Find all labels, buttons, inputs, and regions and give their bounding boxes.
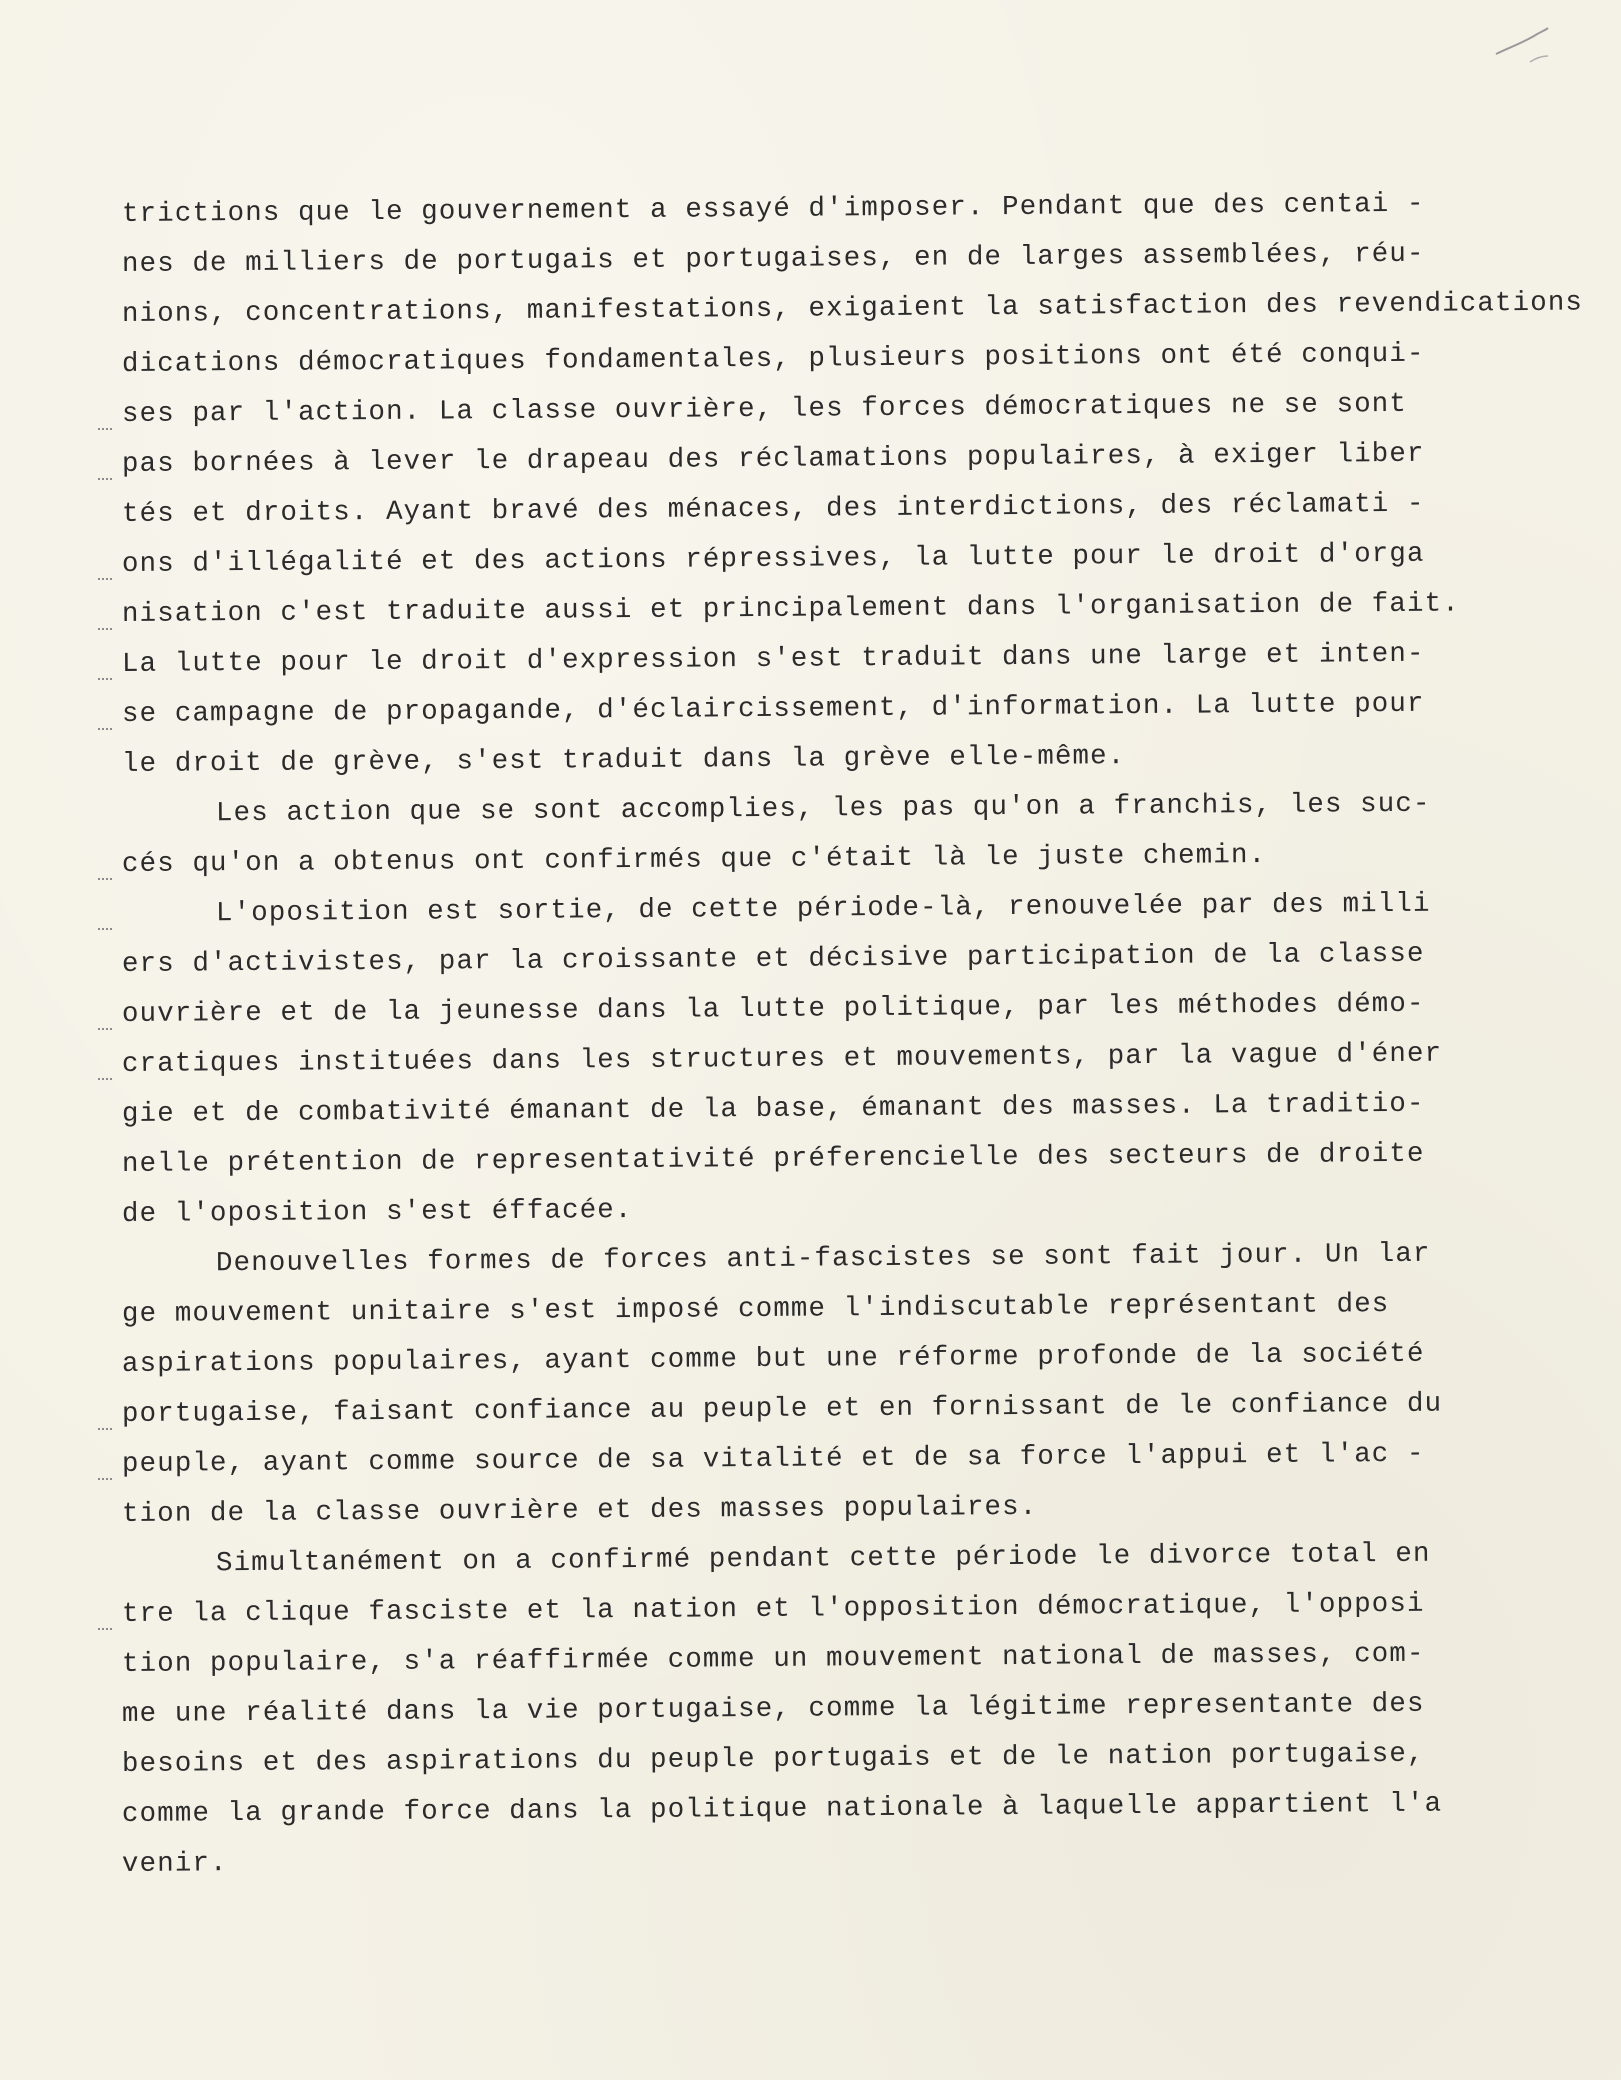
text-line: La lutte pour le droit d'expression s'est traduit dans une large et inten- (121, 638, 1425, 680)
body-text (121, 188, 1584, 1890)
text-line: ers d'activistes, par la croissante et décisive participation de la classe (121, 938, 1425, 980)
margin-mark (98, 1428, 112, 1434)
text-line: Simultanément on a confirmé pendant cette période le divorce total en (215, 1538, 1431, 1580)
margin-mark (98, 1078, 112, 1084)
margin-mark (98, 678, 112, 684)
margin-mark (98, 928, 112, 934)
paper-crease-mark (1490, 22, 1552, 72)
text-line: ge mouvement unitaire s'est imposé comme l'indiscutable représentant des (121, 1289, 1390, 1330)
margin-mark (98, 628, 112, 634)
margin-mark (98, 478, 112, 484)
text-line: Les action que se sont accomplies, les pas qu'on a franchis, les suc- (215, 788, 1431, 830)
text-line: portugaise, faisant confiance au peuple et en fornissant de le confiance du (121, 1388, 1443, 1430)
text-line: Denouvelles formes de forces anti-fascistes se sont fait jour. Un lar (215, 1238, 1431, 1280)
text-line: venir. (121, 1848, 228, 1880)
text-line: comme la grande force dans la politique nationale à laquelle appartient l'a (121, 1788, 1443, 1830)
margin-mark (98, 578, 112, 584)
text-line: peuple, ayant comme source de sa vitalité et de sa force l'appui et l'ac - (121, 1438, 1425, 1480)
text-line: tion populaire, s'a réaffirmée comme un mouvement national de masses, com- (121, 1638, 1425, 1680)
text-line: me une réalité dans la vie portugaise, comme la légitime representante des (121, 1688, 1425, 1730)
margin-mark (98, 878, 112, 884)
text-line: nisation c'est traduite aussi et principalement dans l'organisation de fait. (121, 588, 1460, 630)
text-line: cratiques instituées dans les structures et mouvements, par la vague d'éner (121, 1038, 1443, 1080)
text-line: nes de milliers de portugais et portugaises, en de larges assemblées, réu- (121, 238, 1425, 280)
text-line: gie et de combativité émanant de la base, émanant des masses. La traditio- (121, 1088, 1425, 1130)
text-line: cés qu'on a obtenus ont confirmés que c'était là le juste chemin. (121, 840, 1267, 880)
text-line: aspirations populaires, ayant comme but une réforme profonde de la société (121, 1338, 1425, 1380)
margin-mark (98, 1028, 112, 1034)
margin-mark (98, 1628, 112, 1634)
text-line: ses par l'action. La classe ouvrière, les forces démocratiques ne se sont (121, 388, 1408, 430)
margin-mark (98, 1478, 112, 1484)
text-line: tés et droits. Ayant bravé des ménaces, des interdictions, des réclamati - (121, 488, 1425, 530)
text-line: ouvrière et de la jeunesse dans la lutte politique, par les méthodes démo- (121, 988, 1425, 1030)
text-line: tion de la classe ouvrière et des masses populaires. (121, 1491, 1038, 1530)
text-line: se campagne de propagande, d'éclaircissement, d'information. La lutte pour (121, 688, 1425, 730)
margin-mark (98, 728, 112, 734)
text-line: trictions que le gouvernement a essayé d'imposer. Pendant que des centai - (121, 188, 1425, 230)
text-line: de l'oposition s'est éffacée. (121, 1194, 633, 1230)
text-line: pas bornées à lever le drapeau des réclamations populaires, à exiger liber (121, 438, 1425, 480)
text-line: nelle prétention de representativité préferencielle des secteurs de droite (121, 1138, 1425, 1180)
margin-mark (98, 428, 112, 434)
text-line: besoins et des aspirations du peuple portugais et de le nation portugaise, (121, 1738, 1425, 1780)
text-line: tre la clique fasciste et la nation et l'opposition démocratique, l'opposi (121, 1588, 1425, 1630)
text-line: ons d'illégalité et des actions répressives, la lutte pour le droit d'orga (121, 538, 1425, 580)
text-line: nions, concentrations, manifestations, exigaient la satisfaction des revendications (121, 287, 1584, 330)
text-line: dications démocratiques fondamentales, plusieurs positions ont été conqui- (121, 338, 1425, 380)
text-line: L'oposition est sortie, de cette période-là, renouvelée par des milli (215, 888, 1431, 930)
text-line: le droit de grève, s'est traduit dans la grève elle-même. (121, 741, 1126, 780)
